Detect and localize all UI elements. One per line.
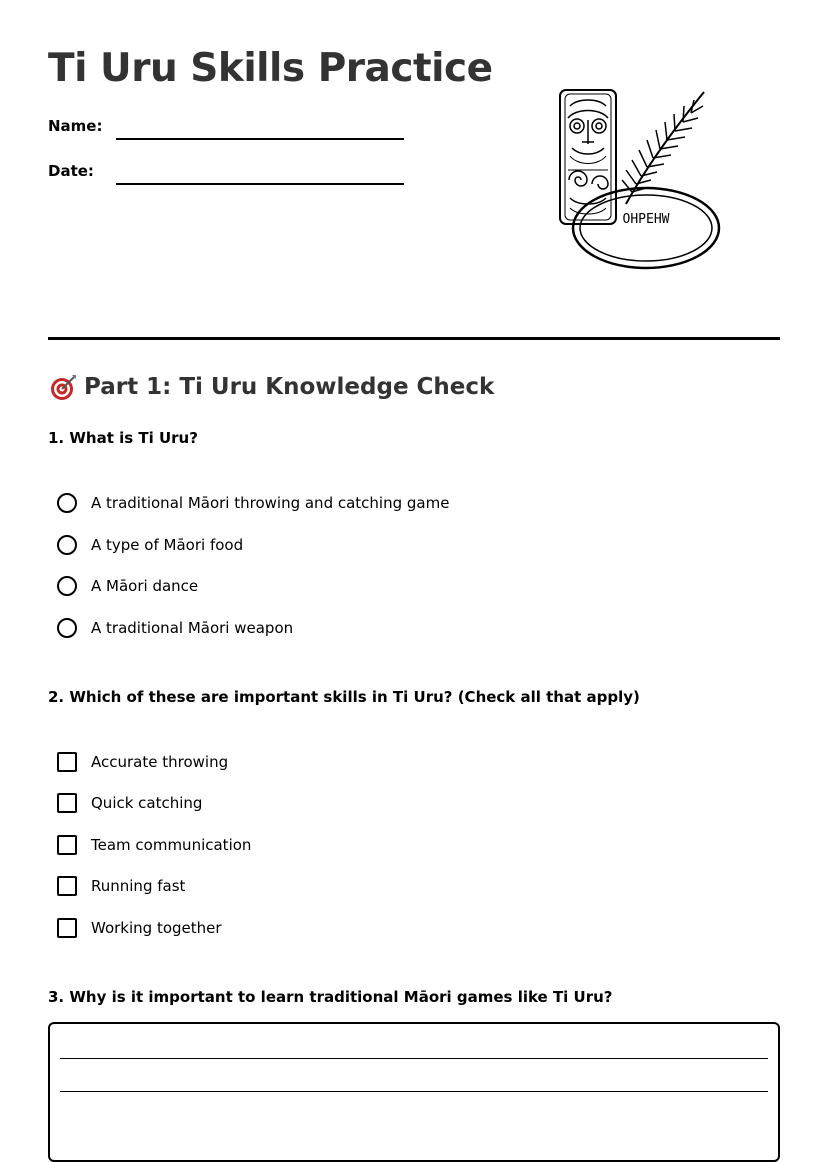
- part1-title: Part 1: Ti Uru Knowledge Check: [84, 374, 495, 400]
- ti-uru-ball: [573, 188, 719, 268]
- option-label: A type of Māori food: [91, 536, 244, 554]
- question-1: 1. What is Ti Uru?: [48, 429, 198, 447]
- section-divider: [48, 337, 780, 340]
- q1-option-2[interactable]: [57, 532, 243, 558]
- option-label: A traditional Māori throwing and catching game: [91, 494, 450, 512]
- option-label: Accurate throwing: [91, 753, 229, 771]
- checkbox[interactable]: [57, 793, 77, 813]
- ball-text: OHPEHW: [622, 212, 670, 227]
- checkbox[interactable]: [57, 752, 77, 772]
- checkbox[interactable]: [57, 876, 77, 896]
- q2-option-5[interactable]: [57, 915, 222, 941]
- radio-button[interactable]: [57, 576, 77, 596]
- ti-uru-illustration: [548, 84, 733, 276]
- q2-option-2[interactable]: [57, 790, 202, 816]
- q2-option-3[interactable]: [57, 832, 251, 858]
- option-label: A traditional Māori weapon: [91, 619, 294, 637]
- radio-button[interactable]: [57, 618, 77, 638]
- radio-button[interactable]: [57, 535, 77, 555]
- date-field[interactable]: [116, 183, 404, 185]
- option-label: Team communication: [91, 836, 252, 854]
- option-label: Running fast: [91, 877, 186, 895]
- option-label: Working together: [91, 919, 222, 937]
- q2-option-4[interactable]: [57, 873, 185, 899]
- page-title: Ti Uru Skills Practice: [48, 46, 493, 91]
- target-dart-icon: [48, 372, 78, 402]
- part1-heading: [48, 372, 494, 402]
- date-label: Date:: [48, 162, 94, 180]
- name-label: Name:: [48, 117, 103, 135]
- answer-line: [60, 1058, 768, 1059]
- name-field[interactable]: [116, 138, 404, 140]
- checkbox[interactable]: [57, 835, 77, 855]
- question-3: 3. Why is it important to learn traditional Māori games like Ti Uru?: [48, 988, 613, 1006]
- q1-option-1[interactable]: [57, 490, 449, 516]
- q1-option-4[interactable]: [57, 615, 293, 641]
- answer-line: [60, 1091, 768, 1092]
- checkbox[interactable]: [57, 918, 77, 938]
- radio-button[interactable]: [57, 493, 77, 513]
- question-2: 2. Which of these are important skills in Ti Uru? (Check all that apply): [48, 688, 640, 706]
- answer-box[interactable]: [48, 1022, 780, 1162]
- q2-option-1[interactable]: [57, 749, 228, 775]
- option-label: A Māori dance: [91, 577, 199, 595]
- q1-option-3[interactable]: [57, 573, 198, 599]
- option-label: Quick catching: [91, 794, 203, 812]
